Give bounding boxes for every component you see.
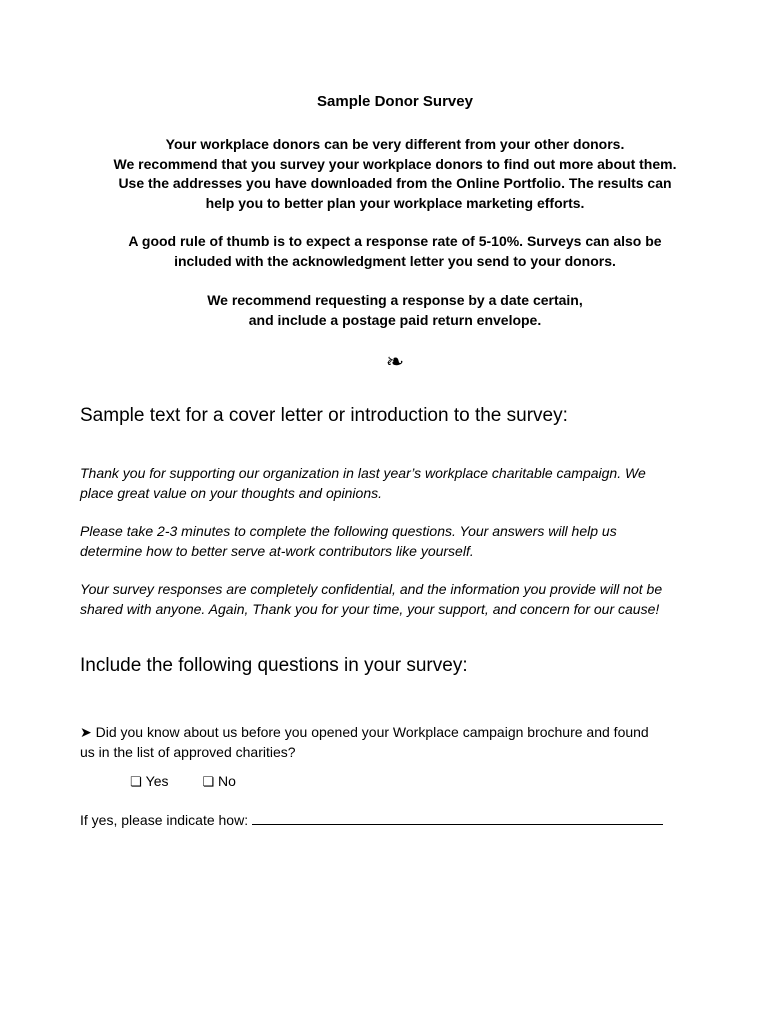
questions-heading: Include the following questions in your survey: xyxy=(80,655,468,676)
document-title: Sample Donor Survey xyxy=(317,93,473,110)
floral-ornament-icon: ❧ xyxy=(385,350,405,375)
intro-paragraph-2 xyxy=(0,232,768,271)
cover-paragraph-2 xyxy=(80,522,740,561)
question-line: us in the list of approved charities? xyxy=(80,743,296,760)
option-no-label: No xyxy=(218,773,236,789)
cover-line: shared with anyone. Again, Thank you for your time, your support, and concern for our cause! xyxy=(80,600,660,617)
intro-line: included with the acknowledgment letter you send to your donors. xyxy=(174,252,616,269)
cover-paragraph-3 xyxy=(80,580,740,619)
intro-line: We recommend that you survey your workplace donors to find out more about them. xyxy=(113,155,677,172)
cover-line: Thank you for supporting our organization in last year’s workplace charitable campaign. We xyxy=(80,465,646,481)
intro-line: We recommend requesting a response by a date certain, xyxy=(207,292,583,308)
question-line: ➤ Did you know about us before you opened your Workplace campaign brochure and found xyxy=(80,724,649,740)
checkbox-icon: ❏ xyxy=(130,775,142,790)
intro-line: help you to better plan your workplace marketing efforts. xyxy=(205,194,585,211)
survey-question-1 xyxy=(80,723,740,762)
cover-line: Please take 2-3 minutes to complete the following questions. Your answers will help us xyxy=(80,523,617,539)
intro-paragraph-1 xyxy=(0,135,768,213)
if-yes-row xyxy=(80,810,663,831)
option-no-checkbox[interactable] xyxy=(202,772,236,793)
option-yes-checkbox[interactable] xyxy=(130,772,169,793)
cover-line: determine how to better serve at-work contributors like yourself. xyxy=(80,542,474,559)
cover-line: Your survey responses are completely confidential, and the information you provide will not be xyxy=(80,581,663,597)
answer-options xyxy=(130,772,236,793)
intro-line: Use the addresses you have downloaded from the Online Portfolio. The results can xyxy=(118,175,672,191)
checkbox-icon: ❏ xyxy=(202,775,215,790)
intro-line: Your workplace donors can be very different from your other donors. xyxy=(165,136,625,152)
if-yes-answer-line[interactable] xyxy=(252,810,663,825)
intro-paragraph-3 xyxy=(0,291,768,330)
cover-line: place great value on your thoughts and opinions. xyxy=(80,484,382,501)
cover-letter-heading: Sample text for a cover letter or introduction to the survey: xyxy=(80,405,568,426)
option-yes-label: Yes xyxy=(145,773,169,789)
cover-paragraph-1 xyxy=(80,464,740,503)
if-yes-label: If yes, please indicate how: xyxy=(80,812,249,828)
intro-line: and include a postage paid return envelope. xyxy=(248,311,542,328)
intro-line: A good rule of thumb is to expect a response rate of 5-10%. Surveys can also be xyxy=(128,233,662,249)
